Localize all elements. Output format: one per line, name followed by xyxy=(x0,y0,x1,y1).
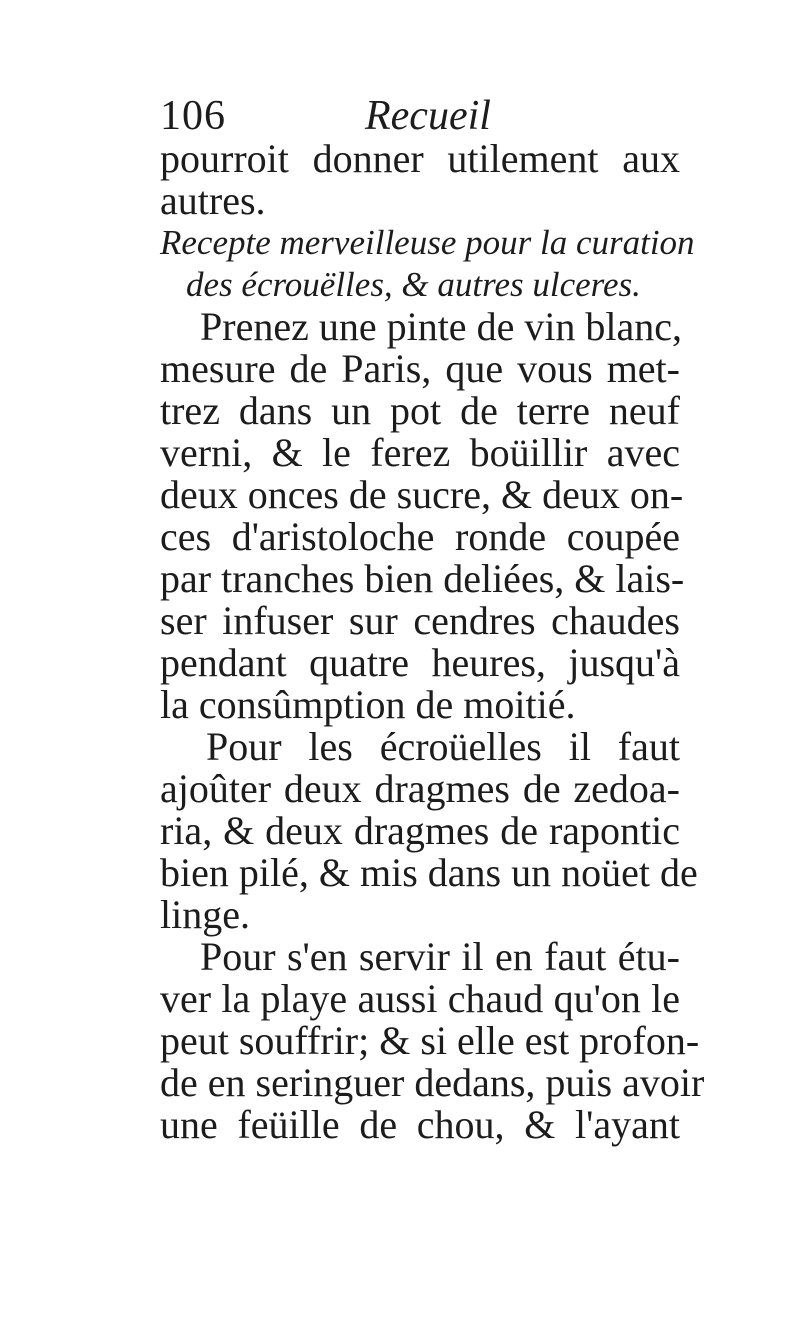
text-line: autres. xyxy=(160,178,266,223)
text-line: ver la playe aussi chaud qu'on le xyxy=(160,976,680,1021)
recipe-heading: Recepte merveilleuse pour la curation xyxy=(160,223,695,262)
text-line: ajoûter deux dragmes de zedoa- xyxy=(160,766,680,811)
text-line: de en seringuer dedans, puis avoir xyxy=(160,1060,705,1105)
recipe-heading-continued: des écrouëlles, & autres ulceres. xyxy=(186,265,641,304)
text-line: trez dans un pot de terre neuf xyxy=(160,388,680,433)
page-number: 106 xyxy=(160,93,226,139)
text-line: une feüille de chou, & l'ayant xyxy=(160,1102,680,1147)
text-line: pendant quatre heures, jusqu'à xyxy=(160,640,680,685)
text-line: mesure de Paris, que vous met- xyxy=(160,346,680,391)
text-line: ser infuser sur cendres chaudes xyxy=(160,598,680,643)
text-line: linge. xyxy=(160,892,250,937)
text-line: deux onces de sucre, & deux on- xyxy=(160,472,684,517)
paragraph-start: Prenez une pinte de vin blanc, xyxy=(200,304,683,349)
body-text xyxy=(160,136,705,1147)
paragraph-start: Pour s'en servir il en faut étu- xyxy=(200,934,680,979)
text-line: pourroit donner utilement aux xyxy=(160,136,680,181)
text-line: par tranches bien deliées, & lais- xyxy=(160,556,685,601)
running-head: Recueil xyxy=(365,93,491,139)
text-line: ces d'aristoloche ronde coupée xyxy=(160,514,680,559)
text-line: la consûmption de moitié. xyxy=(160,682,576,727)
text-line: peut souffrir; & si elle est profon- xyxy=(160,1018,700,1063)
text-line: ria, & deux dragmes de rapontic xyxy=(160,808,680,853)
text-line: bien pilé, & mis dans un noüet de xyxy=(160,850,698,895)
paragraph-start: Pour les écroüelles il faut xyxy=(206,724,680,769)
text-line: verni, & le ferez boüillir avec xyxy=(160,430,680,475)
